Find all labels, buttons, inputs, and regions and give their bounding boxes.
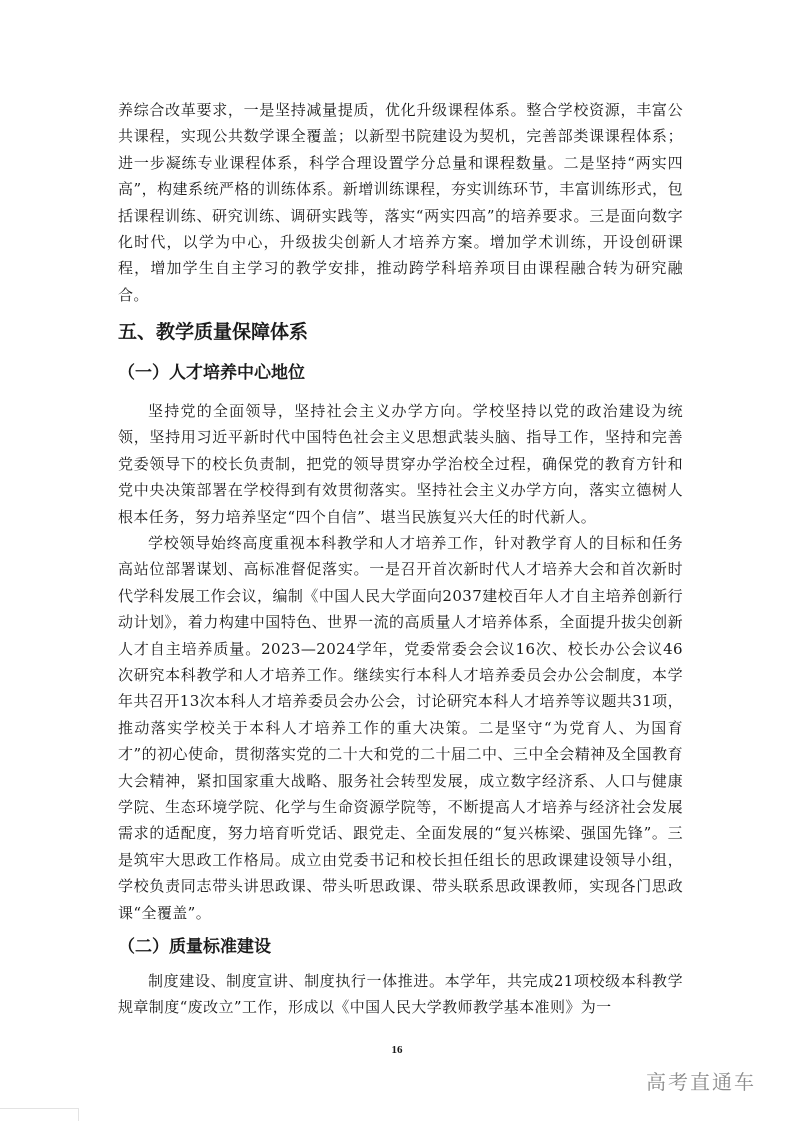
subsection-title-talent-center: （一）人才培养中心地位 — [118, 363, 305, 383]
paragraph-curriculum-reform: 养综合改革要求，一是坚持减量提质，优化升级课程体系。整合学校资源，丰富公共课程，实现公共数学课全覆盖；以新型书院建设为契机，完善部类课课程体系；进一步凝练专业课程体系，科学合理设置学分总量和课程数量。二是坚持“两实四高”，构建系统严格的训练体系。新增训练课程，夯实训练环节，丰富训练形式，包括课程训练、研究训练、调研实践等，落实“两实四高”的培养要求。三是面向数字化时代，以学为中心，升级拔尖创新人才培养方案。增加学术训练，开设创研课程，增加学生自主学习的教学安排，推动跨学科培养项目由课程融合转为研究融合。 — [118, 101, 683, 304]
page-number: 16 — [391, 1044, 403, 1056]
paragraph-institutional-construction: 制度建设、制度宣讲、制度执行一体推进。本学年，共完成21项校级本科教学规章制度“废改立”工作，形成以《中国人民大学教师教学基本准则》为一 — [118, 972, 683, 1017]
corner-decoration — [0, 1108, 79, 1121]
watermark-text: 高考直通车 — [646, 1070, 756, 1094]
subsection-title-quality-standards: （二）质量标准建设 — [118, 937, 271, 957]
paragraph-party-leadership: 坚持党的全面领导，坚持社会主义办学方向。学校坚持以党的政治建设为统领，坚持用习近平新时代中国特色社会主义思想武装头脑、指导工作，坚持和完善党委领导下的校长负责制，把党的领导贯穿办学治校全过程，确保党的教育方针和党中央决策部署在学校得到有效贯彻落实。坚持社会主义办学方向，落实立德树人根本任务，努力培养坚定“四个自信”、堪当民族复兴大任的时代新人。 — [118, 402, 683, 526]
section-title: 五、教学质量保障体系 — [118, 321, 309, 343]
paragraph-school-leadership: 学校领导始终高度重视本科教学和人才培养工作，针对教学育人的目标和任务高站位部署谋划、高标准督促落实。一是召开首次新时代人才培养大会和首次新时代学科发展工作会议，编制《中国人民大学面向2037建校百年人才自主培养创新行动计划》，着力构建中国特色、世界一流的高质量人才培养体系，全面提升拔尖创新人才自主培养质量。2023—2024学年，党委常委会会议16次、校长办公会议46次研究本科教学和人才培养工作。继续实行本科人才培养委员会办公会制度，本学年共召开13次本科人才培养委员会办公会，讨论研究本科人才培养等议题共31项，推动落实学校关于本科人才培养工作的重大决策。二是坚守“为党育人、为国育才”的初心使命，贯彻落实党的二十大和党的二十届二中、三中全会精神及全国教育大会精神，紧扣国家重大战略、服务社会转型发展，成立数字经济系、人口与健康学院、生态环境学院、化学与生命资源学院等，不断提高人才培养与经济社会发展需求的适配度，努力培育听党话、跟党走、全面发展的“复兴栋梁、强国先锋”。三是筑牢大思政工作格局。成立由党委书记和校长担任组长的思政课建设领导小组，学校负责同志带头讲思政课、带头听思政课、带头联系思政课教师，实现各门思政课“全覆盖”。 — [118, 534, 683, 922]
